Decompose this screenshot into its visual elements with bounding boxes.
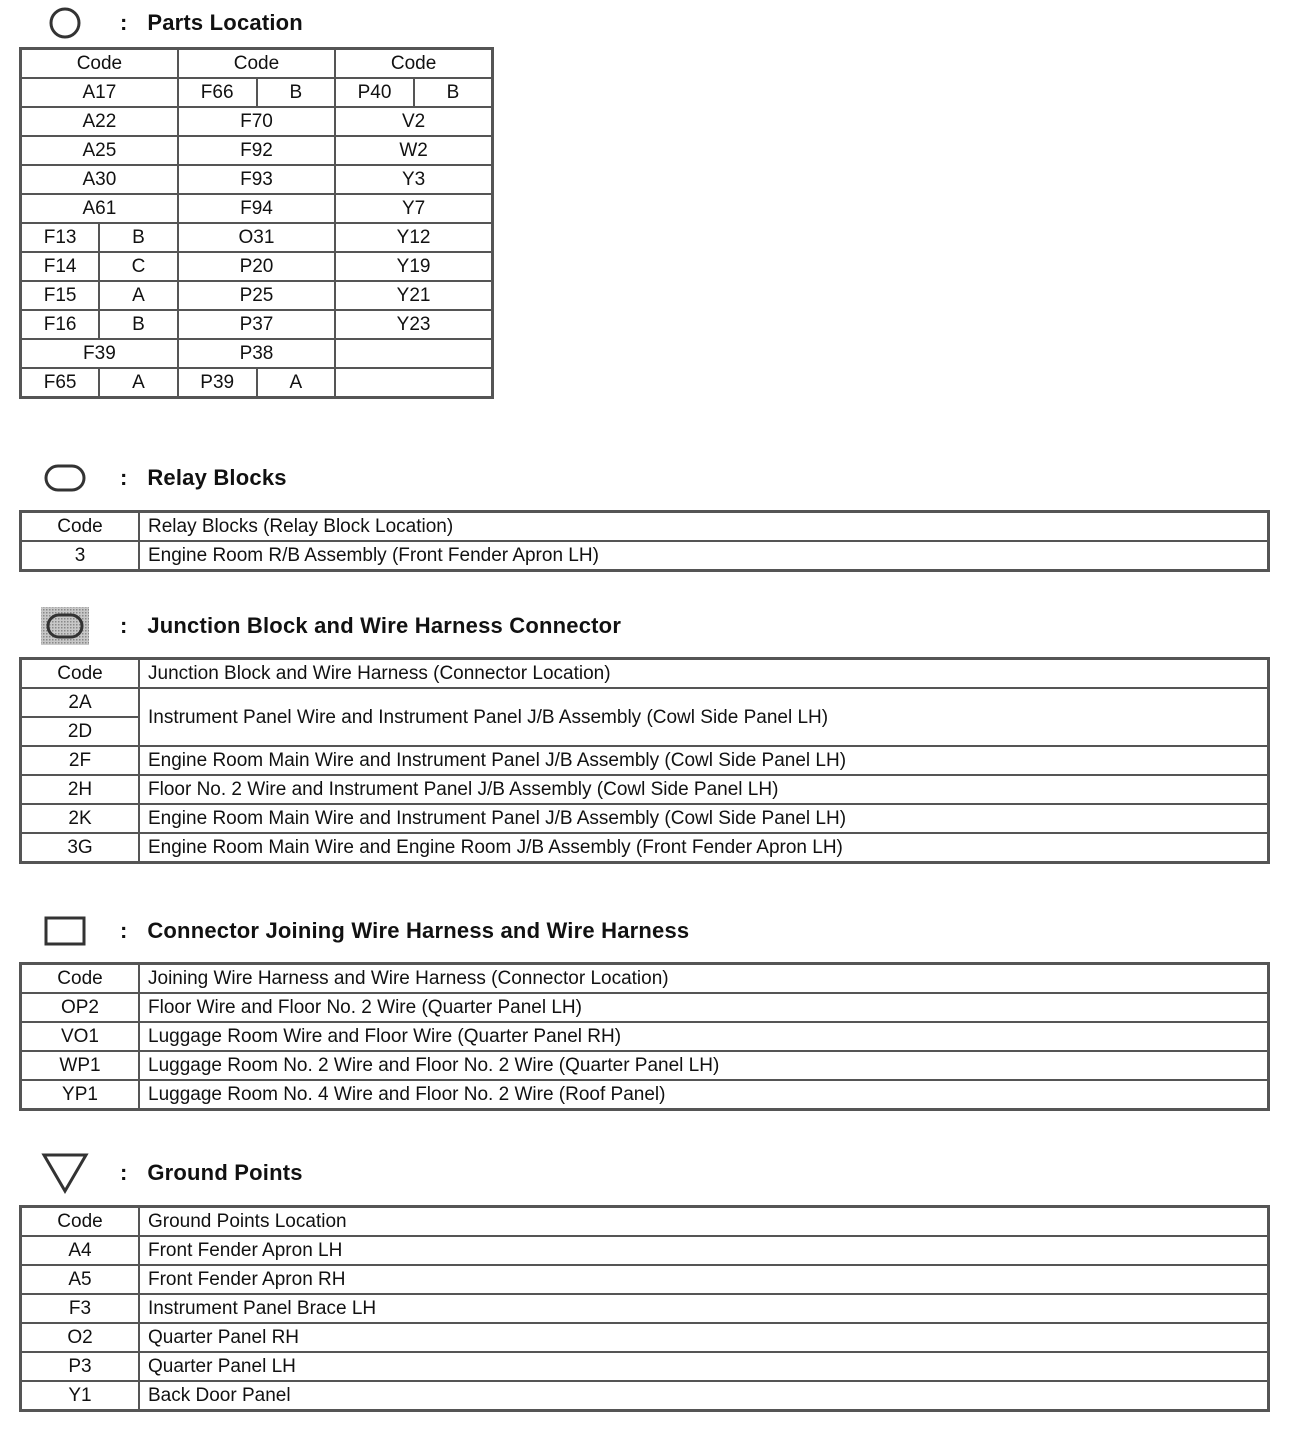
table-row bbox=[21, 165, 493, 194]
part-location-letter: B bbox=[99, 310, 178, 339]
desc-header: Junction Block and Wire Harness (Connector Location) bbox=[139, 659, 1269, 689]
part-code-cell bbox=[335, 368, 492, 398]
code-cell: 2A bbox=[21, 688, 140, 717]
table-header-row bbox=[21, 49, 493, 79]
code-cell: A5 bbox=[21, 1265, 140, 1294]
table-row bbox=[21, 1051, 1269, 1080]
desc-cell: Luggage Room No. 2 Wire and Floor No. 2 Wire (Quarter Panel LH) bbox=[139, 1051, 1269, 1080]
table-row bbox=[21, 746, 1269, 775]
code-header: Code bbox=[21, 964, 140, 994]
code-cell: 2D bbox=[21, 717, 140, 746]
desc-cell: Back Door Panel bbox=[139, 1381, 1269, 1411]
part-code-cell: P39 bbox=[178, 368, 257, 398]
table-row bbox=[21, 775, 1269, 804]
desc-cell: Luggage Room No. 4 Wire and Floor No. 2 Wire (Roof Panel) bbox=[139, 1080, 1269, 1110]
desc-cell: Instrument Panel Wire and Instrument Panel J/B Assembly (Cowl Side Panel LH) bbox=[139, 688, 1269, 746]
code-cell: WP1 bbox=[21, 1051, 140, 1080]
desc-cell: Front Fender Apron RH bbox=[139, 1265, 1269, 1294]
part-code-cell: P37 bbox=[178, 310, 335, 339]
relay-blocks-heading bbox=[40, 458, 287, 498]
part-code-cell: A25 bbox=[21, 136, 178, 165]
part-code-cell: A17 bbox=[21, 78, 178, 107]
part-code-cell: F70 bbox=[178, 107, 335, 136]
part-code-cell: Y21 bbox=[335, 281, 492, 310]
part-code-cell: F66 bbox=[178, 78, 257, 107]
section-title: Connector Joining Wire Harness and Wire Harness bbox=[147, 918, 690, 943]
code-cell: YP1 bbox=[21, 1080, 140, 1110]
part-code-cell: F65 bbox=[21, 368, 100, 398]
table-header-row bbox=[21, 659, 1269, 689]
table-row bbox=[21, 368, 493, 398]
desc-cell: Luggage Room Wire and Floor Wire (Quarter Panel RH) bbox=[139, 1022, 1269, 1051]
table-row bbox=[21, 252, 493, 281]
code-cell: 2H bbox=[21, 775, 140, 804]
table-row bbox=[21, 688, 1269, 717]
part-location-letter: A bbox=[257, 368, 336, 398]
code-cell: 2F bbox=[21, 746, 140, 775]
part-code-cell: F94 bbox=[178, 194, 335, 223]
table-row bbox=[21, 1323, 1269, 1352]
table-header-row bbox=[21, 964, 1269, 994]
part-location-letter: A bbox=[99, 368, 178, 398]
part-code-cell: F93 bbox=[178, 165, 335, 194]
heading-colon: : bbox=[120, 465, 128, 490]
section-title: Parts Location bbox=[147, 10, 303, 35]
circle-icon bbox=[40, 3, 90, 43]
table-row bbox=[21, 339, 493, 368]
part-code-cell: W2 bbox=[335, 136, 492, 165]
part-code-cell: F14 bbox=[21, 252, 100, 281]
heading-colon: : bbox=[120, 613, 128, 638]
code-header: Code bbox=[21, 512, 140, 542]
shaded-rounded-rect-icon bbox=[40, 606, 90, 646]
desc-cell: Floor No. 2 Wire and Instrument Panel J/B Assembly (Cowl Side Panel LH) bbox=[139, 775, 1269, 804]
desc-cell: Quarter Panel RH bbox=[139, 1323, 1269, 1352]
code-header: Code bbox=[21, 49, 178, 79]
part-code-cell: Y12 bbox=[335, 223, 492, 252]
junction-block-table bbox=[19, 657, 1270, 864]
table-row bbox=[21, 78, 493, 107]
table-header-row bbox=[21, 1207, 1269, 1237]
relay-blocks-table bbox=[19, 510, 1270, 572]
part-location-letter: A bbox=[99, 281, 178, 310]
table-row bbox=[21, 194, 493, 223]
part-location-letter: C bbox=[99, 252, 178, 281]
table-row bbox=[21, 1236, 1269, 1265]
table-row bbox=[21, 107, 493, 136]
desc-cell: Floor Wire and Floor No. 2 Wire (Quarter Panel LH) bbox=[139, 993, 1269, 1022]
heading-colon: : bbox=[120, 1160, 128, 1185]
code-cell: A4 bbox=[21, 1236, 140, 1265]
triangle-down-icon bbox=[40, 1153, 90, 1193]
junction-block-heading bbox=[40, 606, 621, 646]
table-row bbox=[21, 310, 493, 339]
code-cell: 3G bbox=[21, 833, 140, 863]
part-location-letter: B bbox=[99, 223, 178, 252]
part-code-cell: P40 bbox=[335, 78, 414, 107]
table-header-row bbox=[21, 512, 1269, 542]
table-row bbox=[21, 281, 493, 310]
desc-cell: Engine Room R/B Assembly (Front Fender Apron LH) bbox=[139, 541, 1269, 571]
part-code-cell: Y23 bbox=[335, 310, 492, 339]
code-cell: O2 bbox=[21, 1323, 140, 1352]
desc-header: Joining Wire Harness and Wire Harness (Connector Location) bbox=[139, 964, 1269, 994]
parts-location-heading bbox=[40, 3, 303, 43]
ground-points-table bbox=[19, 1205, 1270, 1412]
table-row bbox=[21, 223, 493, 252]
code-cell: P3 bbox=[21, 1352, 140, 1381]
part-code-cell: A61 bbox=[21, 194, 178, 223]
part-code-cell: A30 bbox=[21, 165, 178, 194]
code-cell: OP2 bbox=[21, 993, 140, 1022]
table-row bbox=[21, 1080, 1269, 1110]
table-row bbox=[21, 993, 1269, 1022]
connector-joining-heading bbox=[40, 911, 689, 951]
code-cell: 3 bbox=[21, 541, 140, 571]
part-code-cell: Y19 bbox=[335, 252, 492, 281]
part-code-cell: V2 bbox=[335, 107, 492, 136]
desc-cell: Engine Room Main Wire and Instrument Panel J/B Assembly (Cowl Side Panel LH) bbox=[139, 804, 1269, 833]
code-cell: F3 bbox=[21, 1294, 140, 1323]
code-header: Code bbox=[178, 49, 335, 79]
part-code-cell bbox=[335, 339, 492, 368]
table-row bbox=[21, 1294, 1269, 1323]
part-code-cell: F92 bbox=[178, 136, 335, 165]
desc-cell: Front Fender Apron LH bbox=[139, 1236, 1269, 1265]
part-code-cell: Y7 bbox=[335, 194, 492, 223]
code-cell: Y1 bbox=[21, 1381, 140, 1411]
part-code-cell: P38 bbox=[178, 339, 335, 368]
parts-location-table bbox=[19, 47, 494, 399]
square-icon bbox=[40, 911, 90, 951]
code-header: Code bbox=[21, 659, 140, 689]
part-code-cell: F16 bbox=[21, 310, 100, 339]
part-code-cell: F39 bbox=[21, 339, 178, 368]
connector-joining-table bbox=[19, 962, 1270, 1111]
section-title: Ground Points bbox=[147, 1160, 303, 1185]
code-cell: 2K bbox=[21, 804, 140, 833]
table-row bbox=[21, 1381, 1269, 1411]
code-header: Code bbox=[335, 49, 492, 79]
table-row bbox=[21, 1352, 1269, 1381]
part-location-letter: B bbox=[414, 78, 493, 107]
desc-cell: Engine Room Main Wire and Engine Room J/B Assembly (Front Fender Apron LH) bbox=[139, 833, 1269, 863]
desc-header: Ground Points Location bbox=[139, 1207, 1269, 1237]
table-row bbox=[21, 1265, 1269, 1294]
part-code-cell: F13 bbox=[21, 223, 100, 252]
heading-colon: : bbox=[120, 918, 128, 943]
part-code-cell: A22 bbox=[21, 107, 178, 136]
part-location-letter: B bbox=[257, 78, 336, 107]
part-code-cell: P25 bbox=[178, 281, 335, 310]
table-row bbox=[21, 541, 1269, 571]
section-title: Relay Blocks bbox=[147, 465, 287, 490]
heading-colon: : bbox=[120, 10, 128, 35]
rounded-rect-icon bbox=[40, 458, 90, 498]
desc-cell: Instrument Panel Brace LH bbox=[139, 1294, 1269, 1323]
table-row bbox=[21, 136, 493, 165]
section-title: Junction Block and Wire Harness Connector bbox=[147, 613, 622, 638]
part-code-cell: F15 bbox=[21, 281, 100, 310]
table-row bbox=[21, 1022, 1269, 1051]
part-code-cell: P20 bbox=[178, 252, 335, 281]
part-code-cell: Y3 bbox=[335, 165, 492, 194]
desc-cell: Quarter Panel LH bbox=[139, 1352, 1269, 1381]
part-code-cell: O31 bbox=[178, 223, 335, 252]
table-row bbox=[21, 804, 1269, 833]
code-cell: VO1 bbox=[21, 1022, 140, 1051]
desc-cell: Engine Room Main Wire and Instrument Panel J/B Assembly (Cowl Side Panel LH) bbox=[139, 746, 1269, 775]
ground-points-heading bbox=[40, 1153, 303, 1193]
code-header: Code bbox=[21, 1207, 140, 1237]
desc-header: Relay Blocks (Relay Block Location) bbox=[139, 512, 1269, 542]
table-row bbox=[21, 833, 1269, 863]
